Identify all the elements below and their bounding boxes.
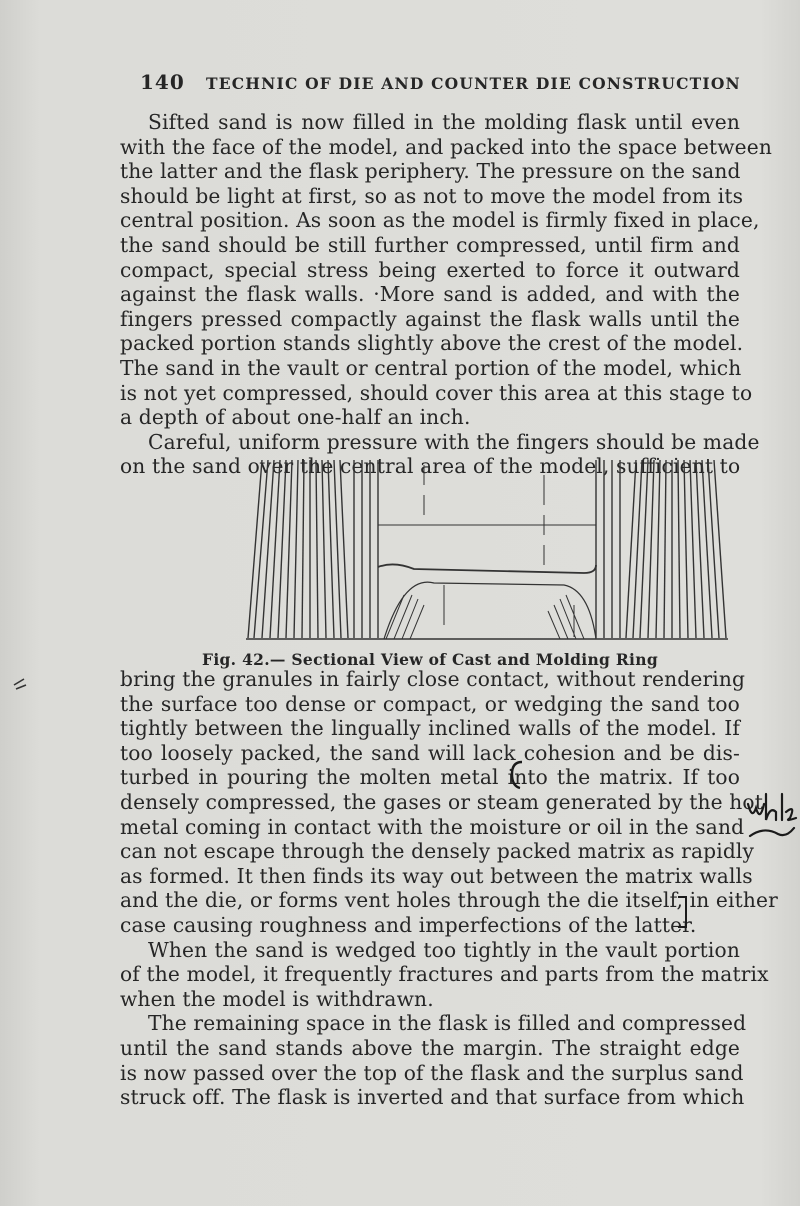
running-head: TECHNIC OF DIE AND COUNTER DIE CONSTRUCTION: [206, 74, 741, 93]
text-line: the surface too dense or compact, or wedging the sand too: [120, 691, 740, 716]
text-line: and the die, or forms vent holes through the die itself, in either: [120, 888, 778, 913]
text-line: when the model is withdrawn.: [120, 986, 434, 1011]
top-text-block: [120, 110, 772, 479]
text-line: Careful, uniform pressure with the fingers should be made: [148, 429, 760, 454]
handwritten-open-bracket: [502, 760, 532, 790]
text-line: too loosely packed, the sand will lack cohesion and be dis-: [120, 740, 740, 765]
text-line: against the flask walls. ·More sand is added, and with the: [120, 282, 740, 307]
handwritten-margin-note: [744, 790, 800, 850]
flask-wall-left: [248, 460, 348, 638]
text-line: central position. As soon as the model is firmly fixed in place,: [120, 208, 760, 233]
text-line: can not escape through the densely packed matrix as rapidly: [120, 839, 755, 864]
text-line: should be light at first, so as not to move the model from its: [120, 183, 744, 208]
stray-ink-mark: [10, 675, 30, 695]
text-line: metal coming in contact with the moisture or oil in the sand: [120, 814, 745, 839]
text-line: on the sand over the central area of the model, sufficient to: [120, 454, 741, 479]
page-number: 140: [140, 70, 185, 94]
text-line: of the model, it frequently fractures and parts from the matrix: [120, 962, 769, 987]
text-line: packed portion stands slightly above the crest of the model.: [120, 331, 744, 356]
text-line: Sifted sand is now filled in the molding flask until even: [148, 110, 740, 134]
flask-wall-right: [626, 460, 726, 638]
page-header: [140, 70, 760, 94]
text-line: bring the granules in fairly close contact, without rendering: [120, 667, 746, 691]
text-line: until the sand stands above the margin. The straight edge: [120, 1035, 740, 1060]
text-line: the sand should be still further compressed, until firm and: [120, 232, 740, 257]
handwritten-close-bracket: [676, 895, 690, 929]
text-line: a depth of about one-half an inch.: [120, 405, 471, 430]
text-line: The sand in the vault or central portion of the model, which: [120, 355, 742, 380]
sectional-view-figure: [244, 455, 730, 641]
text-line: fingers pressed compactly against the flask walls until the: [120, 306, 740, 331]
text-line: tightly between the lingually inclined walls of the model. If: [120, 716, 740, 741]
text-line: The remaining space in the flask is filled and compressed: [148, 1011, 747, 1036]
figure-caption: Fig. 42.— Sectional View of Cast and Molding Ring: [202, 650, 658, 669]
bottom-text-block: [120, 667, 778, 1110]
text-line: case causing roughness and imperfections of the latter.: [120, 912, 697, 937]
text-line: turbed in pouring the molten metal into the matrix. If too: [120, 765, 740, 790]
text-line: as formed. It then finds its way out between the matrix walls: [120, 863, 753, 888]
text-line: densely compressed, the gases or steam generated by the hot: [120, 789, 764, 814]
text-line: is now passed over the top of the flask and the surplus sand: [120, 1060, 744, 1085]
text-line: compact, special stress being exerted to force it outward: [120, 257, 740, 282]
cast-inner-lines: [354, 460, 620, 638]
text-line: is not yet compressed, should cover this area at this stage to: [120, 380, 753, 405]
text-line: struck off. The flask is inverted and that surface from which: [120, 1085, 745, 1110]
model-crest-curve: [378, 564, 596, 573]
text-line: the latter and the flask periphery. The pressure on the sand: [120, 159, 741, 184]
text-line: When the sand is wedged too tightly in the vault portion: [148, 937, 740, 962]
text-line: with the face of the model, and packed into the space between: [120, 134, 772, 159]
